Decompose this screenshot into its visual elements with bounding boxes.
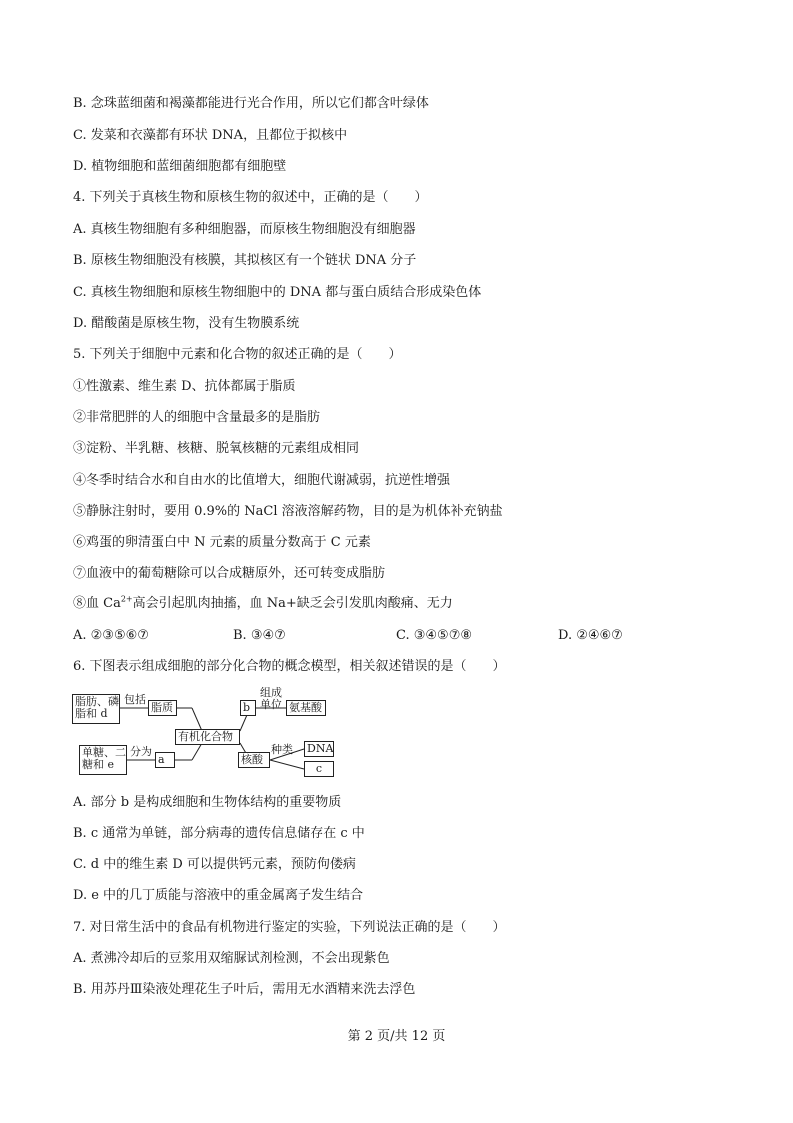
q5-statement-5: ⑤静脉注射时，要用 0.9%的 NaCl 溶液溶解药物，目的是为机体补充钠盐 [73,504,503,519]
q6-option-b: B. c 通常为单链，部分病毒的遗传信息储存在 c 中 [73,826,365,841]
q7-stem: 7. 对日常生活中的食品有机物进行鉴定的实验，下列说法正确的是（ ） [73,920,506,935]
q5-option-a: A. ②③⑤⑥⑦ [73,628,149,643]
q5-option-b: B. ③④⑦ [233,628,286,643]
q4-option-c: C. 真核生物细胞和原核生物细胞中的 DNA 都与蛋白质结合形成染色体 [73,285,482,300]
q4-option-b: B. 原核生物细胞没有核膜，其拟核区有一个链状 DNA 分子 [73,253,417,268]
q5-statement-6: ⑥鸡蛋的卵清蛋白中 N 元素的质量分数高于 C 元素 [73,535,371,550]
include-label: 包括 [124,693,146,706]
q5-statement-4: ④冬季时结合水和自由水的比值增大，细胞代谢减弱，抗逆性增强 [73,473,451,488]
q5-option-d: D. ②④⑥⑦ [558,628,623,643]
q4-stem: 4. 下列关于真核生物和原核生物的叙述中，正确的是（ ） [73,190,428,205]
q4-option-d: D. 醋酸菌是原核生物，没有生物膜系统 [73,316,300,331]
concept-model-diagram [72,688,342,780]
unit-label: 组成 单位 [260,686,282,711]
q7-option-a: A. 煮沸冷却后的豆浆用双缩脲试剂检测，不会出现紫色 [73,951,390,966]
a-box: a [155,752,175,768]
c-box: c [304,761,334,777]
b-box: b [240,700,256,716]
q5-option-c: C. ③④⑤⑦⑧ [396,628,473,643]
q7-option-b: B. 用苏丹Ⅲ染液处理花生子叶后，需用无水酒精来洗去浮色 [73,982,416,997]
fat-phospholipid-box: 脂肪、磷 脂和 d [72,694,120,724]
page-footer: 第 2 页/共 12 页 [347,1029,446,1044]
q6-stem: 6. 下图表示组成细胞的部分化合物的概念模型，相关叙述错误的是（ ） [73,659,506,674]
q5-statement-2: ②非常肥胖的人的细胞中含量最多的是脂肪 [73,410,321,425]
q5-statement-7: ⑦血液中的葡萄糖除可以合成糖原外，还可转变成脂肪 [73,566,386,581]
q5-statement-8: ⑧血 $Ca^{2+}$高会引起肌肉抽搐，血 Na+缺乏会引发肌肉酸痛、无力 [73,594,453,611]
q3-option-b: B. 念珠蓝细菌和褐藻都能进行光合作用，所以它们都含叶绿体 [73,96,429,111]
dna-box: DNA [304,741,334,757]
sugar-box: 单糖、二 糖和 e [79,745,127,775]
kinds-label: 种类 [271,743,293,756]
organic-compound-box: 有机化合物 [175,729,240,745]
nucleic-acid-box: 核酸 [238,752,270,768]
q6-option-c: C. d 中的维生素 D 可以提供钙元素，预防佝偻病 [73,857,356,872]
divide-label: 分为 [130,745,152,758]
q6-option-d: D. e 中的几丁质能与溶液中的重金属离子发生结合 [73,888,364,903]
q3-option-c: C. 发菜和衣藻都有环状 DNA，且都位于拟核中 [73,128,348,143]
q3-option-d: D. 植物细胞和蓝细菌细胞都有细胞壁 [73,159,287,174]
q5-statement-3: ③淀粉、半乳糖、核糖、脱氧核糖的元素组成相同 [73,441,360,456]
q4-option-a: A. 真核生物细胞有多种细胞器，而原核生物细胞没有细胞器 [73,222,416,237]
q5-stem: 5. 下列关于细胞中元素和化合物的叙述正确的是（ ） [73,347,402,362]
q6-option-a: A. 部分 b 是构成细胞和生物体结构的重要物质 [73,795,342,810]
lipid-box: 脂质 [148,700,177,716]
amino-acid-box: 氨基酸 [286,700,326,716]
q5-statement-1: ①性激素、维生素 D、抗体都属于脂质 [73,379,296,394]
